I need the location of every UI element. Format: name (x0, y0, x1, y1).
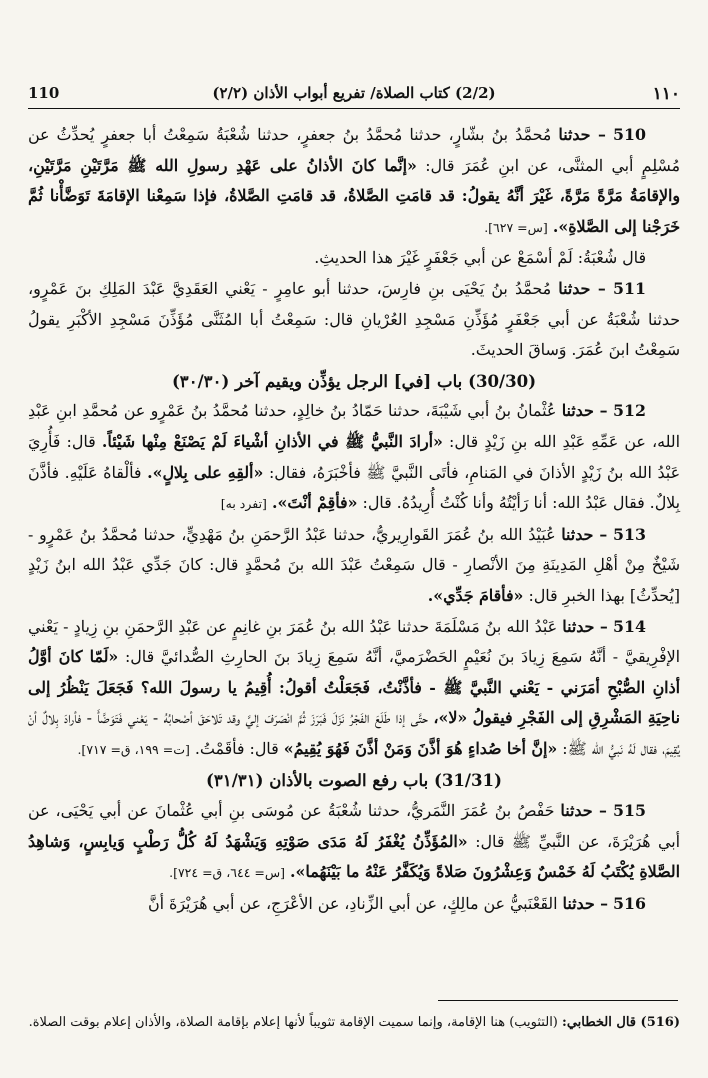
hadith-text: عُثْمانُ بنُ أبي شَيْبَةَ، حدثنا حَمّادُ بنُ خالِدٍ، حدثنا مُحمَّدُ بنُ عَمْرٍو عن مُحمَّدِ ابنِ عَبْدِ الله، عن عَمِّهِ عَبْدِ الله بنِ زَيْدٍ قال: (28, 401, 681, 451)
hadith-quote-2: «ألقِهِ على بِلالٍ». (147, 462, 264, 482)
hadith-quote: «فأقامَ جَدِّي». (427, 585, 524, 605)
hadith-516 (28, 889, 680, 920)
chapter-heading-31: (31/31) باب رفع الصوت بالأذان (٣١/٣١) (206, 770, 502, 791)
hadith-lead: – حدثنا (558, 125, 606, 144)
hadith-513 (28, 520, 680, 612)
hadith-text: عَبْدُ الله بنُ مَسْلَمَةَ حدثنا عَبْدُ الله بنُ عُمَرَ بنِ غانِمٍ عن عَبْدِ الرَّحمَنِ بنِ زِيادٍ - يَعْني الإفْرِيقيَّ - أنَّهُ سَمِعَ زِيادَ بنَ نُعَيْمٍ الحَضْرَميَّ، أنَّهُ سَمِعَ زِيادَ بنَ الحارِثِ الصُّدائيَّ قال: (28, 616, 681, 667)
page-header (28, 84, 680, 109)
page-number-latin: 110 (28, 84, 60, 102)
hadith-number: 513 (613, 524, 647, 544)
hadith-512 (28, 396, 680, 519)
hadith-quote: «إنَّما كانَ الأذانُ على عَهْدِ رسولِ الله ﷺ مَرَّتَيْنِ مَرَّتَيْنِ، والإقامَةُ مَرَّةً مَرَّةً، غَيْرَ أنَّهُ يقولُ: قد قامَتِ الصَّلاةُ، قد قامَتِ الصَّلاةُ، فإذا سَمِعْنا الإقامَةَ تَوَضَّأْنا ثُمَّ خَرَجْنا إلى الصَّلاةِ». (28, 155, 680, 236)
hadith-reference: [تفرد به] (220, 496, 267, 512)
hadith-511 (28, 274, 680, 366)
hadith-lead: – حدثنا (562, 893, 608, 913)
hadith-number: 512 (613, 401, 646, 421)
hadith-quote-3: «فأقِمْ أنْتَ». (271, 493, 358, 513)
hadith-quote: «أرادَ النَّبيُّ ﷺ في الأذانِ أشْياءَ لَمْ يَصْنَعْ مِنْها شَيْئاً. (101, 431, 443, 451)
hadith-quote-3: «إنَّ أخا صُداءٍ هُوَ أذَّنَ وَمَنْ أذَّنَ فَهُوَ يُقِيمُ» (283, 738, 558, 758)
hadith-text: مُحمَّدُ بنُ يَحْيَى بنِ فارِسَ، حدثنا أبو عامِرٍ - يَعْني العَقَدِيَّ عَبْدَ المَلِكِ بنَ عَمْرٍو، حدثنا شُعْبَةُ عن أبي جَعْفَرٍ مُؤَذِّنِ مَسْجِدِ العُرْيانِ قال: سَمِعْتُ أبا المُثَنَّى مُؤَذِّنَ مَسْجِدِ الأكْبَرِ يقولُ سَمِعْتُ ابنَ عُمَرَ. وَساقَ الحديثَ. (28, 278, 680, 360)
hadith-514 (28, 612, 680, 766)
hadith-quote-la: «لا»، (433, 708, 468, 728)
hadith-510-note: قال شُعْبَةُ: لَمْ أسْمَعْ عن أبي جَعْفَرٍ غَيْرَ هذا الحديثِ. (314, 248, 646, 268)
hadith-text: مُحمَّدُ بنُ بشّارٍ، حدثنا مُحمَّدُ بنُ جعفرٍ، حدثنا شُعْبَةُ سَمِعْتُ أبا جعفرٍ يُحدِّثُ عن مُسْلِمٍ أبي المثنَّى، عن ابنِ عُمَرَ قال: (28, 125, 680, 175)
footnote-label: (516) قال الخطابي: (562, 1015, 680, 1030)
hadith-number: 516 (613, 893, 646, 913)
hadith-text-2: حتَّى إذا طَلَعَ الفَجْرُ نَزَلَ فَبَرَزَ ثُمَّ انْصَرَفَ إليَّ وقد تَلاحَقَ أصْحابُهُ - يَعْني فَتَوَضَّأَ - فأرادَ بِلالٌ أنْ يُقِيمَ، فقال لَهُ نَبيُّ الله ﷺ: (28, 708, 680, 758)
hadith-lead: – حدثنا (558, 278, 606, 298)
hadith-reference: [س= ٦٤٤، ق= ٧٢٤]. (169, 865, 286, 881)
running-title: (2/2) كتاب الصلاة/ تفريع أبواب الأذان (٢/٢) (212, 84, 496, 102)
hadith-text-2: قال: فَأُرِيَ عَبْدُ الله بنُ زَيْدٍ الأذانَ في المَنامِ، فأتَى النَّبيَّ ﷺ فأخْبَرَهُ، فقال: (28, 431, 680, 482)
hadith-lead: – حدثنا (560, 801, 607, 821)
hadith-reference: [ت= ١٩٩، ق= ٧١٧]. (77, 741, 190, 757)
page-body (28, 120, 680, 919)
page-number-arabic: ١١٠ (652, 84, 680, 104)
hadith-515 (28, 796, 680, 889)
hadith-text-3: قال: فأقَمْتُ. (194, 738, 279, 758)
hadith-lead: – حدثنا (562, 616, 608, 636)
hadith-number: 514 (613, 616, 647, 636)
hadith-number: 515 (613, 801, 646, 821)
hadith-text: عُبَيْدُ الله بنُ عُمَرَ القَوارِيريُّ، حدثنا عَبْدُ الرَّحمَنِ بنُ مَهْدِيٍّ، حدثنا مُحمَّدُ بنُ عَمْرٍو - شَيْخٌ مِنْ أهْلِ المَدِينَةِ مِنَ الأنْصارِ - قال سَمِعْتُ عَبْدَ الله بنَ مُحمَّدٍ قال: كانَ جَدِّي عَبْدُ الله ابنُ زَيْدٍ [يُحدِّثُ] بهذا الخبرِ قال: (28, 524, 680, 605)
hadith-quote: «لَمّا كانَ أوَّلُ أذانِ الصُّبْحِ أمَرَني - يَعْني النَّبيَّ ﷺ - فأذَّنْتُ، فَجَعَلْتُ أقولُ: أُقِيمُ يا رسولَ الله؟ فَجَعَلَ يَنْظُرُ إلى ناحِيَةِ المَشْرِقِ إلى الفَجْرِ فيقولُ (28, 647, 680, 728)
hadith-text-3: فألْقاهُ عَلَيْهِ. فأذَّنَ بِلالٌ. فقال عَبْدُ الله: أنا رَأيْتُهُ وأنا كُنْتُ أُرِيدُهُ. قال: (28, 462, 680, 513)
hadith-reference: [س= ٦٢٧]. (484, 219, 548, 235)
footnote-divider (438, 1000, 678, 1001)
hadith-lead: – حدثنا (561, 401, 608, 421)
hadith-510 (28, 120, 680, 243)
footnote-text: (التثويب) هنا الإقامة، وإنما سميت الإقامة تثويباً لأنها إعلام بإقامة الصلاة، والأذان إعلام بوقت الصلاة. (28, 1015, 558, 1030)
hadith-number: 510 (613, 125, 647, 144)
footnote (28, 1012, 680, 1034)
hadith-number: 511 (613, 278, 646, 298)
hadith-text: القَعْنَبيُّ عن مالِكٍ، عن أبي الزِّنادِ، عن الأعْرَجِ، عن أبي هُرَيْرَةَ أنَّ (148, 893, 558, 913)
chapter-heading-30: (30/30) باب [في] الرجل يؤذِّن ويقيم آخر (٣٠/٣٠) (171, 370, 537, 391)
hadith-quote: «المُؤَذِّنُ يُغْفَرُ لَهُ مَدَى صَوْتِهِ وَيَشْهَدُ لَهُ كُلُّ رَطْبٍ وَيابِسٍ، وَشاهِدُ الصَّلاةِ يُكْتَبُ لَهُ خَمْسٌ وَعِشْرُونَ صَلاةً وَيُكَفَّرُ عَنْهُ ما بَيْنَهُما». (28, 831, 680, 882)
hadith-text: حَفْصُ بنُ عُمَرَ النَّمَريُّ، حدثنا شُعْبَةُ عن مُوسَى بنِ أبي عُثْمانَ عن أبي يَحْيَى، عن أبي هُرَيْرَةَ، عن النَّبيِّ ﷺ قال: (28, 801, 680, 851)
hadith-lead: – حدثنا (561, 524, 608, 544)
